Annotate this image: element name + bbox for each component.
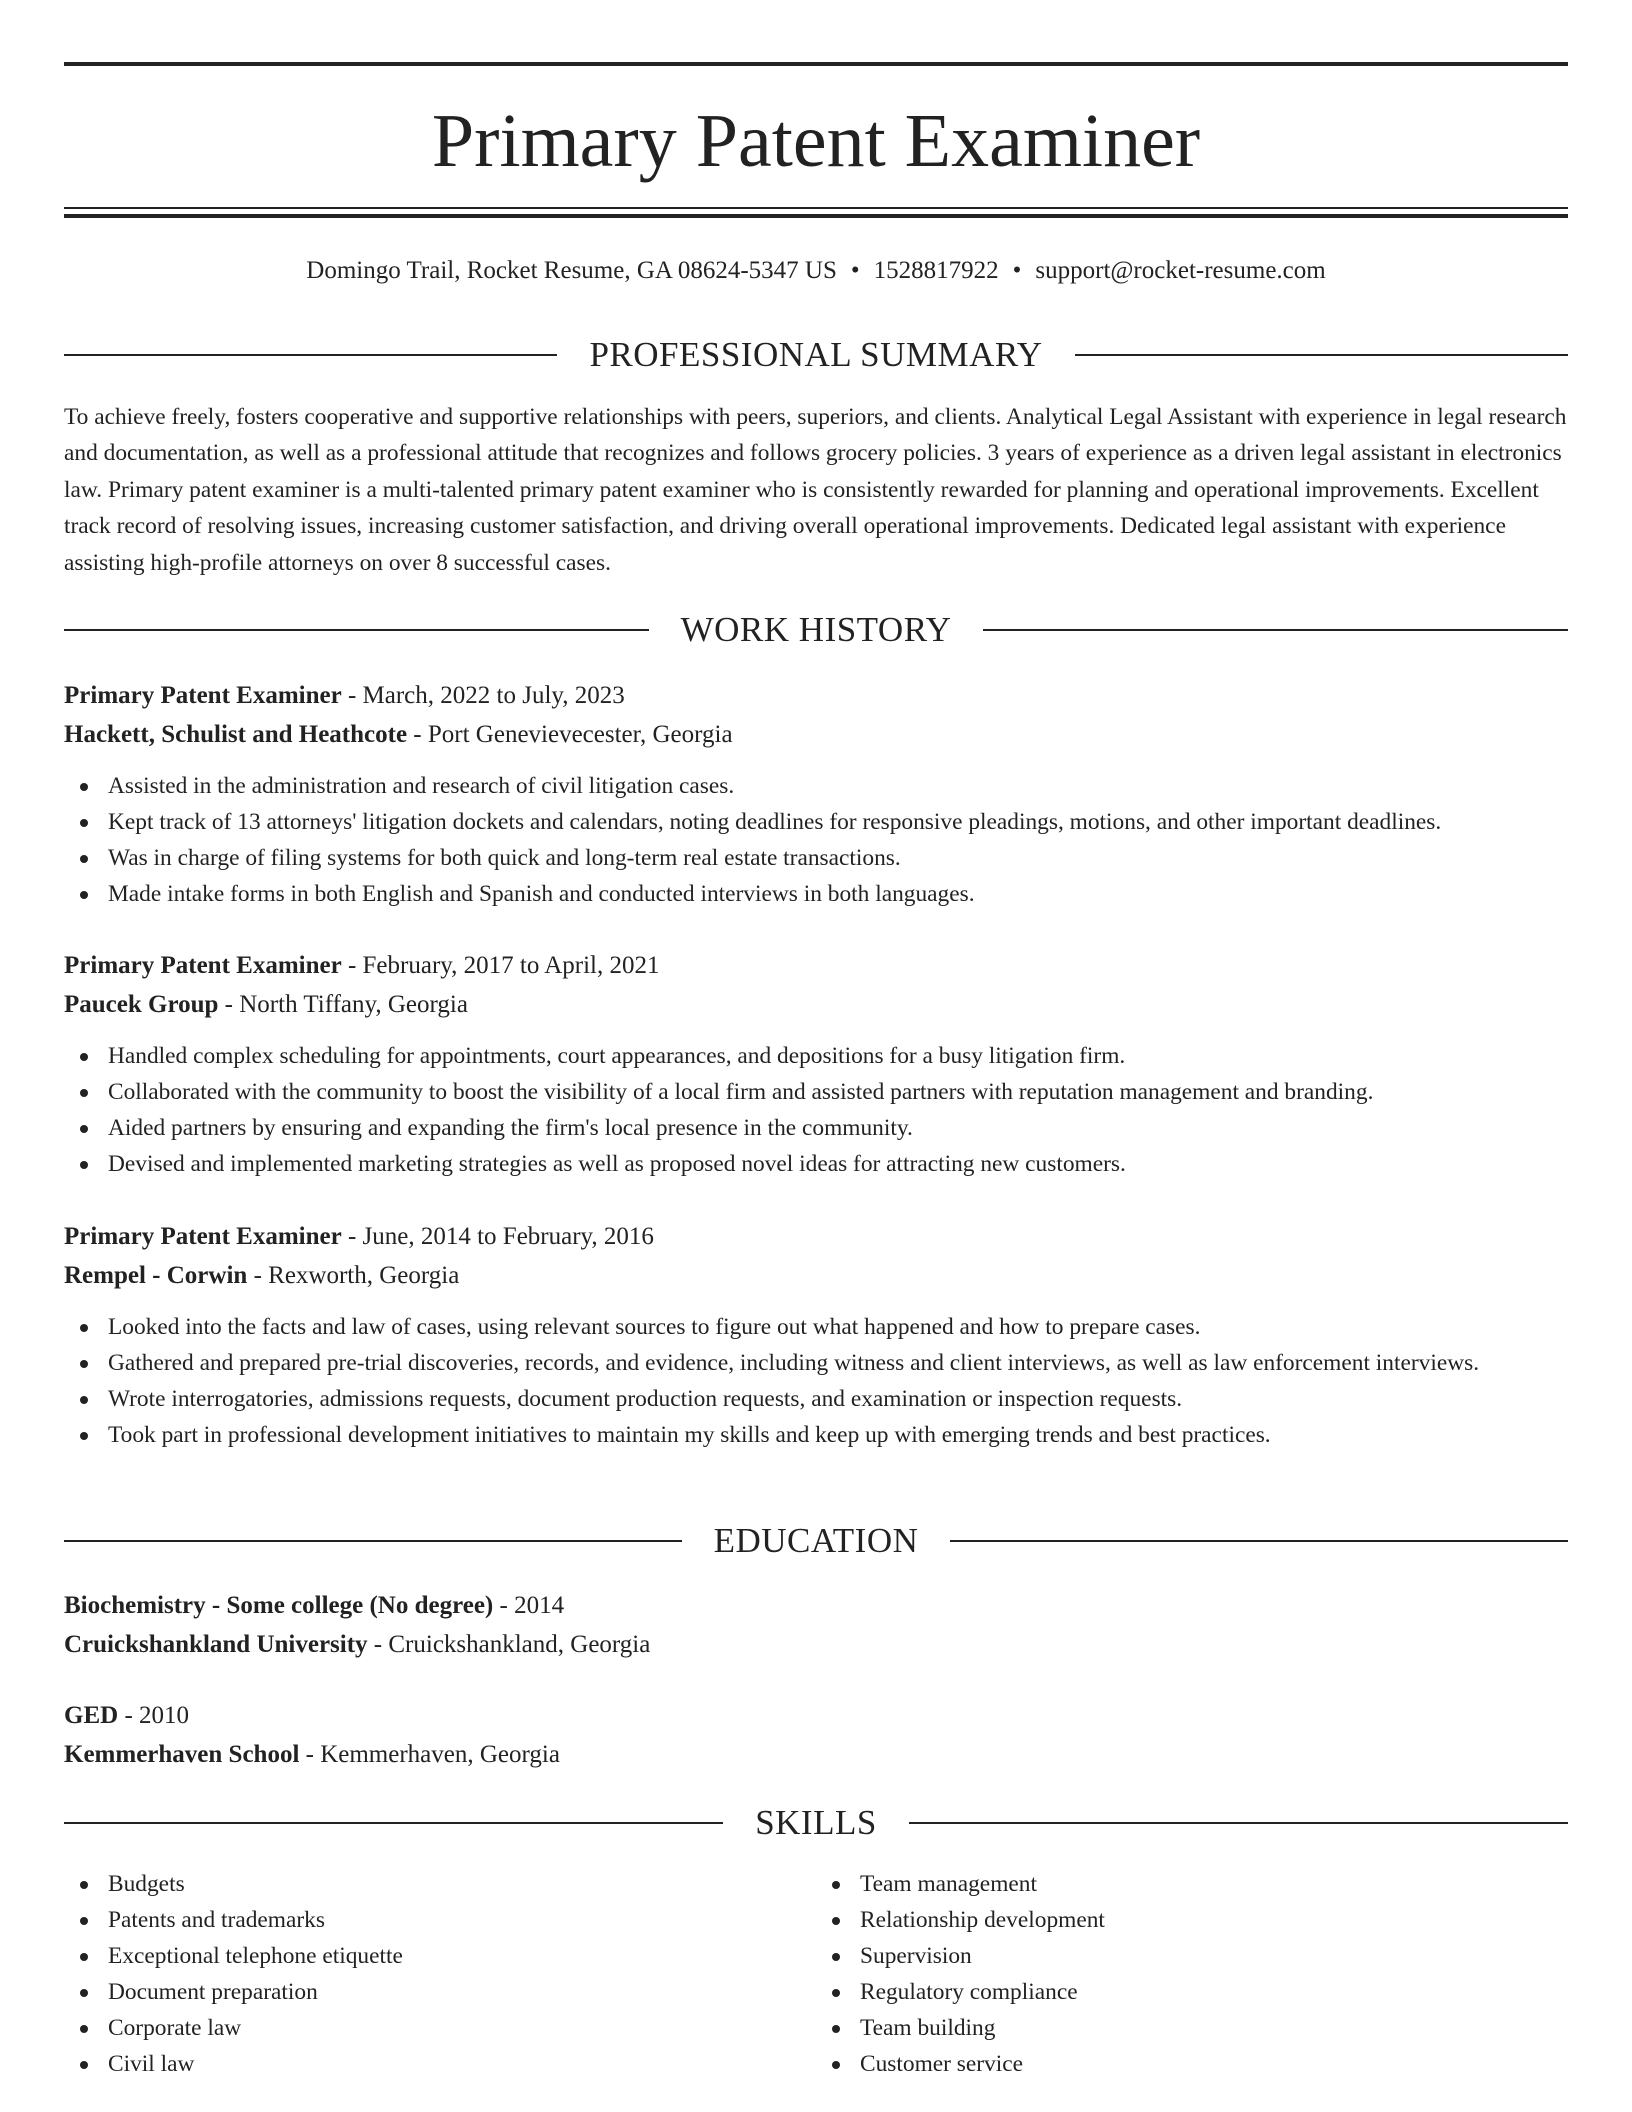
page-title: Primary Patent Examiner [431, 99, 1201, 183]
divider [64, 1540, 682, 1542]
skill-item: Exceptional telephone etiquette [64, 1938, 816, 1974]
list-item: Took part in professional development initiatives to maintain my skills and keep up with emerging trends and best practices. [64, 1417, 1568, 1453]
section-header-skills [64, 1803, 1568, 1843]
divider [64, 1822, 723, 1824]
title-rule-lower [64, 214, 1568, 218]
job-entry [64, 676, 1568, 912]
job-title: Primary Patent Examiner [64, 952, 342, 979]
skill-item: Corporate law [64, 2010, 816, 2046]
job-bullets [64, 1309, 1568, 1453]
skills-columns [64, 1866, 1568, 2082]
job-bullets [64, 768, 1568, 912]
edu-school: Cruickshankland University [64, 1631, 368, 1658]
job-bullets [64, 1038, 1568, 1182]
edu-location: - Kemmerhaven, Georgia [299, 1741, 560, 1768]
summary-text: To achieve freely, fosters cooperative and supportive relationships with peers, superiors, and clients. Analytical Legal Assistant with experience in legal research and documentation, as well as a professional attitude that recognizes and follows grocery policies. 3 years of experience as a driven legal assistant in electronics law. Primary patent examiner is a multi-talented primary patent examiner who is consistently rewarded for planning and operational improvements. Excellent track record of resolving issues, increasing customer satisfaction, and driving overall operational improvements. Dedicated legal assistant with experience assisting high-profile attorneys on over 8 successful cases. [64, 404, 1567, 576]
job-title-line [64, 676, 1568, 715]
section-header-education [64, 1521, 1568, 1561]
list-item: Was in charge of filing systems for both quick and long-term real estate transactions. [64, 840, 1568, 876]
skill-item: Budgets [64, 1866, 816, 1902]
edu-degree: Biochemistry - Some college (No degree) [64, 1592, 494, 1619]
contact-separator: • [1012, 257, 1022, 284]
divider [909, 1822, 1568, 1824]
edu-location: - Cruickshankland, Georgia [367, 1631, 651, 1658]
skill-item: Document preparation [64, 1974, 816, 2010]
contact-phone: 1528817922 [873, 257, 999, 284]
title-rule-upper [64, 207, 1568, 209]
divider [1075, 354, 1568, 356]
section-header-work [64, 610, 1568, 650]
job-company: Rempel - Corwin [64, 1262, 248, 1289]
section-title: SKILLS [755, 1803, 877, 1842]
job-company: Paucek Group [64, 991, 219, 1018]
skill-item: Relationship development [816, 1902, 1568, 1938]
list-item: Made intake forms in both English and Spanish and conducted interviews in both languages. [64, 876, 1568, 912]
skill-item: Supervision [816, 1938, 1568, 1974]
edu-degree-line [64, 1586, 1568, 1625]
skill-item: Patents and trademarks [64, 1902, 816, 1938]
divider [950, 1540, 1568, 1542]
job-company-line [64, 715, 1568, 754]
list-item: Aided partners by ensuring and expanding the firm's local presence in the community. [64, 1110, 1568, 1146]
skill-item: Regulatory compliance [816, 1974, 1568, 2010]
job-location: - North Tiffany, Georgia [218, 991, 468, 1018]
top-rule [64, 62, 1568, 66]
list-item: Assisted in the administration and research of civil litigation cases. [64, 768, 1568, 804]
contact-separator: • [850, 257, 860, 284]
education-entry [64, 1696, 1568, 1774]
skill-item: Team building [816, 2010, 1568, 2046]
divider [64, 354, 557, 356]
edu-school-line [64, 1625, 1568, 1664]
job-entry [64, 946, 1568, 1182]
edu-year: - 2014 [493, 1592, 565, 1619]
list-item: Kept track of 13 attorneys' litigation dockets and calendars, noting deadlines for responsive pleadings, motions, and other important deadlines. [64, 804, 1568, 840]
skill-item: Civil law [64, 2046, 816, 2082]
edu-degree-line [64, 1696, 1568, 1735]
edu-school: Kemmerhaven School [64, 1741, 300, 1768]
list-item: Looked into the facts and law of cases, using relevant sources to figure out what happened and how to prepare cases. [64, 1309, 1568, 1345]
skill-item: Team management [816, 1866, 1568, 1902]
section-title: EDUCATION [713, 1521, 919, 1560]
list-item: Wrote interrogatories, admissions requests, document production requests, and examination or inspection requests. [64, 1381, 1568, 1417]
skill-item: Customer service [816, 2046, 1568, 2082]
job-location: - Port Genevievecester, Georgia [407, 721, 733, 748]
contact-line [64, 254, 1568, 288]
list-item: Gathered and prepared pre-trial discoveries, records, and evidence, including witness and client interviews, as well as law enforcement interviews. [64, 1345, 1568, 1381]
section-header-summary [64, 335, 1568, 375]
divider [983, 629, 1568, 631]
job-location: - Rexworth, Georgia [247, 1262, 460, 1289]
job-company: Hackett, Schulist and Heathcote [64, 721, 408, 748]
job-title-line [64, 946, 1568, 985]
contact-email: support@rocket-resume.com [1035, 257, 1326, 284]
section-title: PROFESSIONAL SUMMARY [589, 335, 1043, 374]
job-dates: - February, 2017 to April, 2021 [341, 952, 660, 979]
list-item: Collaborated with the community to boost the visibility of a local firm and assisted partners with reputation management and branding. [64, 1074, 1568, 1110]
divider [64, 629, 649, 631]
job-title-line [64, 1217, 1568, 1256]
job-dates: - March, 2022 to July, 2023 [341, 682, 625, 709]
skills-list-right [816, 1866, 1568, 2082]
education-entry [64, 1586, 1568, 1664]
job-company-line [64, 985, 1568, 1024]
list-item: Handled complex scheduling for appointments, court appearances, and depositions for a busy litigation firm. [64, 1038, 1568, 1074]
job-dates: - June, 2014 to February, 2016 [341, 1223, 654, 1250]
contact-address: Domingo Trail, Rocket Resume, GA 08624-5347 US [306, 257, 837, 284]
list-item: Devised and implemented marketing strategies as well as proposed novel ideas for attracting new customers. [64, 1146, 1568, 1182]
edu-degree: GED [64, 1702, 119, 1729]
job-entry [64, 1217, 1568, 1453]
edu-year: - 2010 [118, 1702, 190, 1729]
section-title: WORK HISTORY [680, 610, 952, 649]
job-title: Primary Patent Examiner [64, 682, 342, 709]
edu-school-line [64, 1735, 1568, 1774]
skills-list-left [64, 1866, 816, 2082]
job-company-line [64, 1256, 1568, 1295]
job-title: Primary Patent Examiner [64, 1223, 342, 1250]
